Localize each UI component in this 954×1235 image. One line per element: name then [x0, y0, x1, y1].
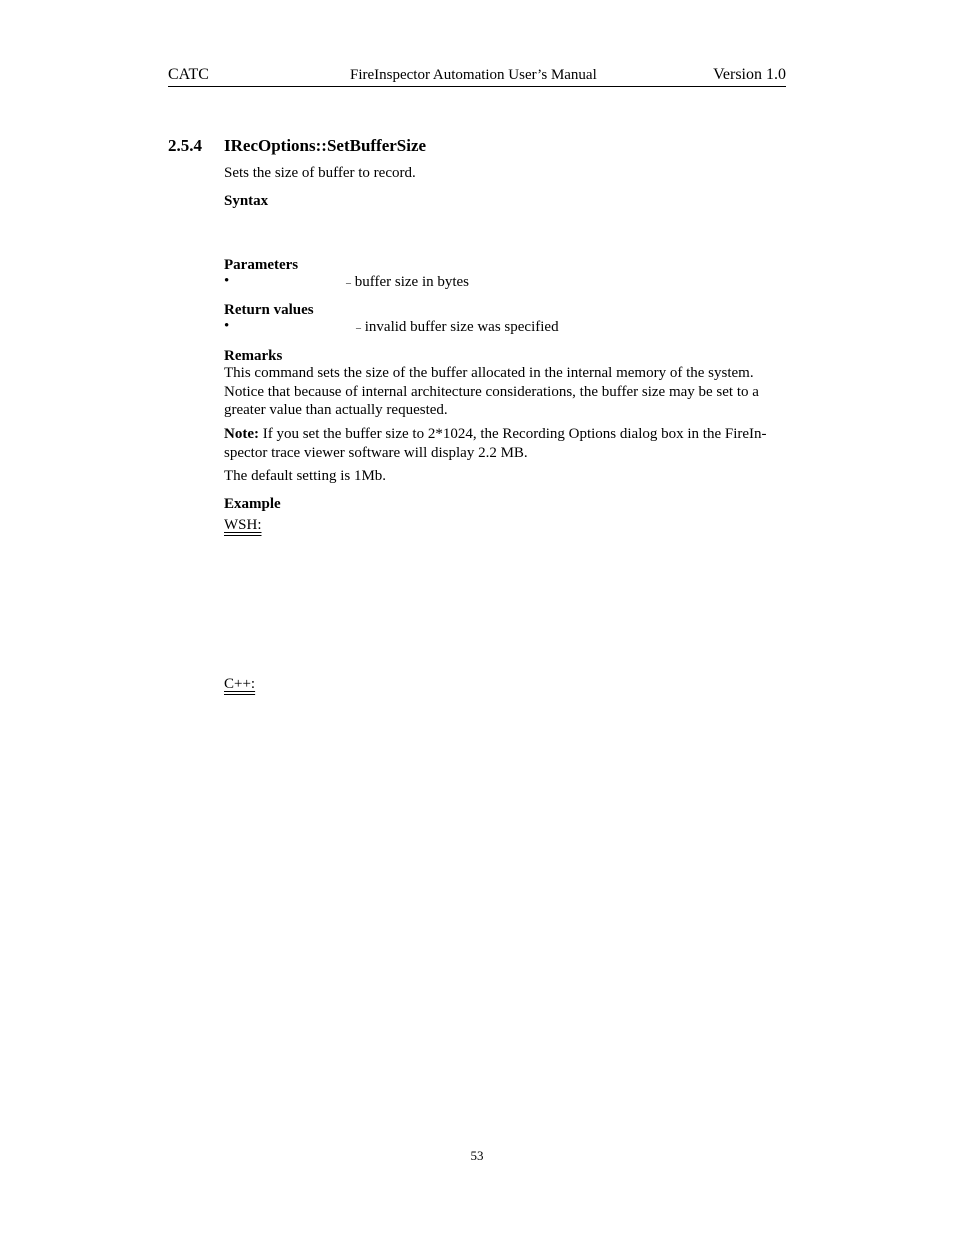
parameters-item: [346, 273, 469, 293]
remarks-default: The default setting is 1Mb.: [224, 468, 387, 484]
page-number: 53: [470, 1148, 484, 1163]
example-wsh-label: WSH:: [224, 517, 262, 533]
note-label: Note:: [224, 426, 259, 442]
section-number: 2.5.4: [168, 136, 202, 155]
return-values-item-text: invalid buffer size was specified: [364, 319, 559, 335]
return-values-item-dash: –: [356, 323, 361, 334]
header-rule: [168, 86, 786, 87]
header-company: CATC: [168, 66, 209, 83]
section-title: IRecOptions::SetBufferSize: [224, 136, 427, 155]
header-manual-title: FireInspector Automation User’s Manual: [350, 67, 597, 83]
parameters-bullet: •: [224, 273, 230, 289]
example-cpp-label: C++:: [224, 676, 256, 692]
section-description: Sets the size of buffer to record.: [224, 165, 416, 181]
return-values-bullet: •: [224, 318, 230, 334]
remarks-paragraph: This command sets the size of the buffer allocated in the internal memory of the system. Notice that because of internal architecture considerations, the buffer size may be set to a greater value than actually requested.: [224, 365, 759, 418]
return-values-item: [356, 318, 559, 338]
example-label: Example: [224, 496, 281, 512]
section-heading: [168, 136, 426, 156]
parameters-item-dash: –: [346, 278, 351, 289]
remarks-label: Remarks: [224, 348, 283, 364]
remarks-note: [224, 425, 789, 462]
return-values-label: Return values: [224, 302, 314, 318]
parameters-item-text: buffer size in bytes: [354, 274, 470, 290]
header-version: Version 1.0: [713, 66, 786, 83]
parameters-label: Parameters: [224, 257, 299, 273]
syntax-label: Syntax: [224, 193, 269, 209]
note-text: If you set the buffer size to 2*1024, the Recording Options dialog box in the FireIn-spector trace viewer software will display 2.2 MB.: [224, 426, 767, 461]
